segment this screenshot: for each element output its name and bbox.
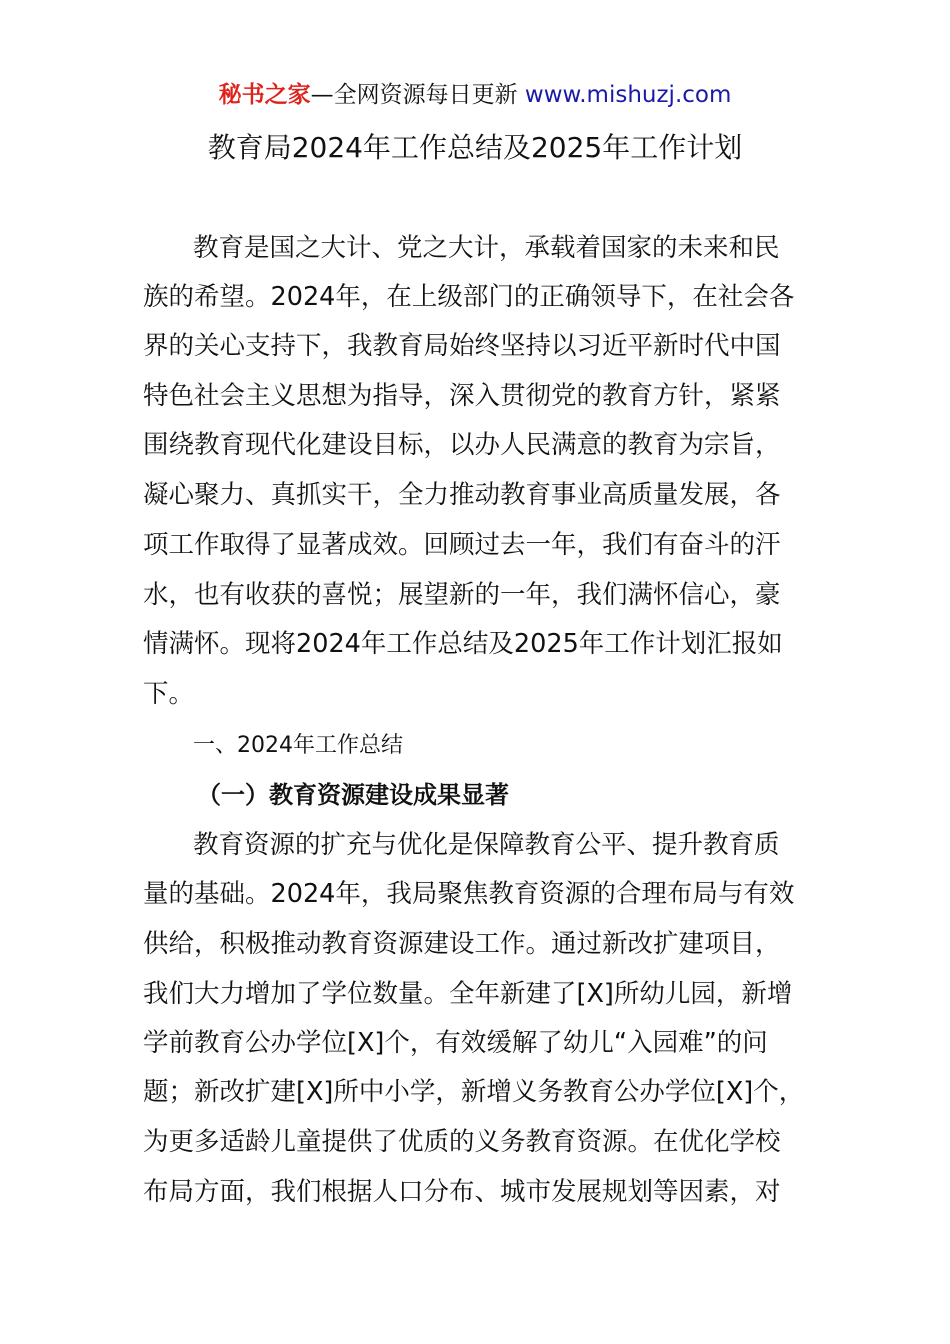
brand-name: 秘书之家 [218,82,311,108]
intro-line: 教育是国之大计、党之大计，承载着国家的未来和民 [193,233,780,263]
body-line: 供给，积极推动教育资源建设工作。通过新改扩建项目， [143,929,781,959]
body-line: 量的基础。2024年，我局聚焦教育资源的合理布局与有效 [143,879,795,909]
section-heading: 一、2024年工作总结 [193,733,403,758]
body-line: 布局方面，我们根据人口分布、城市发展规划等因素，对 [143,1177,781,1207]
body-line: 为更多适龄儿童提供了优质的义务教育资源。在优化学校 [143,1127,781,1157]
intro-line: 凝心聚力、真抓实干，全力推动教育事业高质量发展，各 [143,480,781,510]
body-line: 题；新改扩建[X]所中小学，新增义务教育公办学位[X]个， [143,1077,805,1107]
subsection-heading: （一）教育资源建设成果显著 [197,781,509,809]
site-url-link[interactable]: www.mishuzj.com [524,82,732,108]
intro-line: 界的关心支持下，我教育局始终坚持以习近平新时代中国 [143,331,781,361]
intro-line: 项工作取得了显著成效。回顾过去一年，我们有奋斗的汗 [143,530,781,560]
intro-line: 水，也有收获的喜悦；展望新的一年，我们满怀信心，豪 [143,580,781,610]
header-tagline: —全网资源每日更新 [310,82,518,108]
intro-line: 下。 [143,679,195,709]
body-line: 我们大力增加了学位数量。全年新建了[X]所幼儿园，新增 [143,979,793,1009]
intro-line: 围绕教育现代化建设目标，以办人民满意的教育为宗旨， [143,430,781,460]
intro-line: 特色社会主义思想为指导，深入贯彻党的教育方针，紧紧 [143,381,781,411]
intro-line: 情满怀。现将2024年工作总结及2025年工作计划汇报如 [143,629,783,659]
body-line: 教育资源的扩充与优化是保障教育公平、提升教育质 [193,830,780,860]
body-line: 学前教育公办学位[X]个，有效缓解了幼儿“入园难”的问 [143,1028,768,1058]
document-title: 教育局2024年工作总结及2025年工作计划 [207,131,743,164]
intro-line: 族的希望。2024年，在上级部门的正确领导下，在社会各 [143,282,795,312]
site-header [0,78,950,112]
